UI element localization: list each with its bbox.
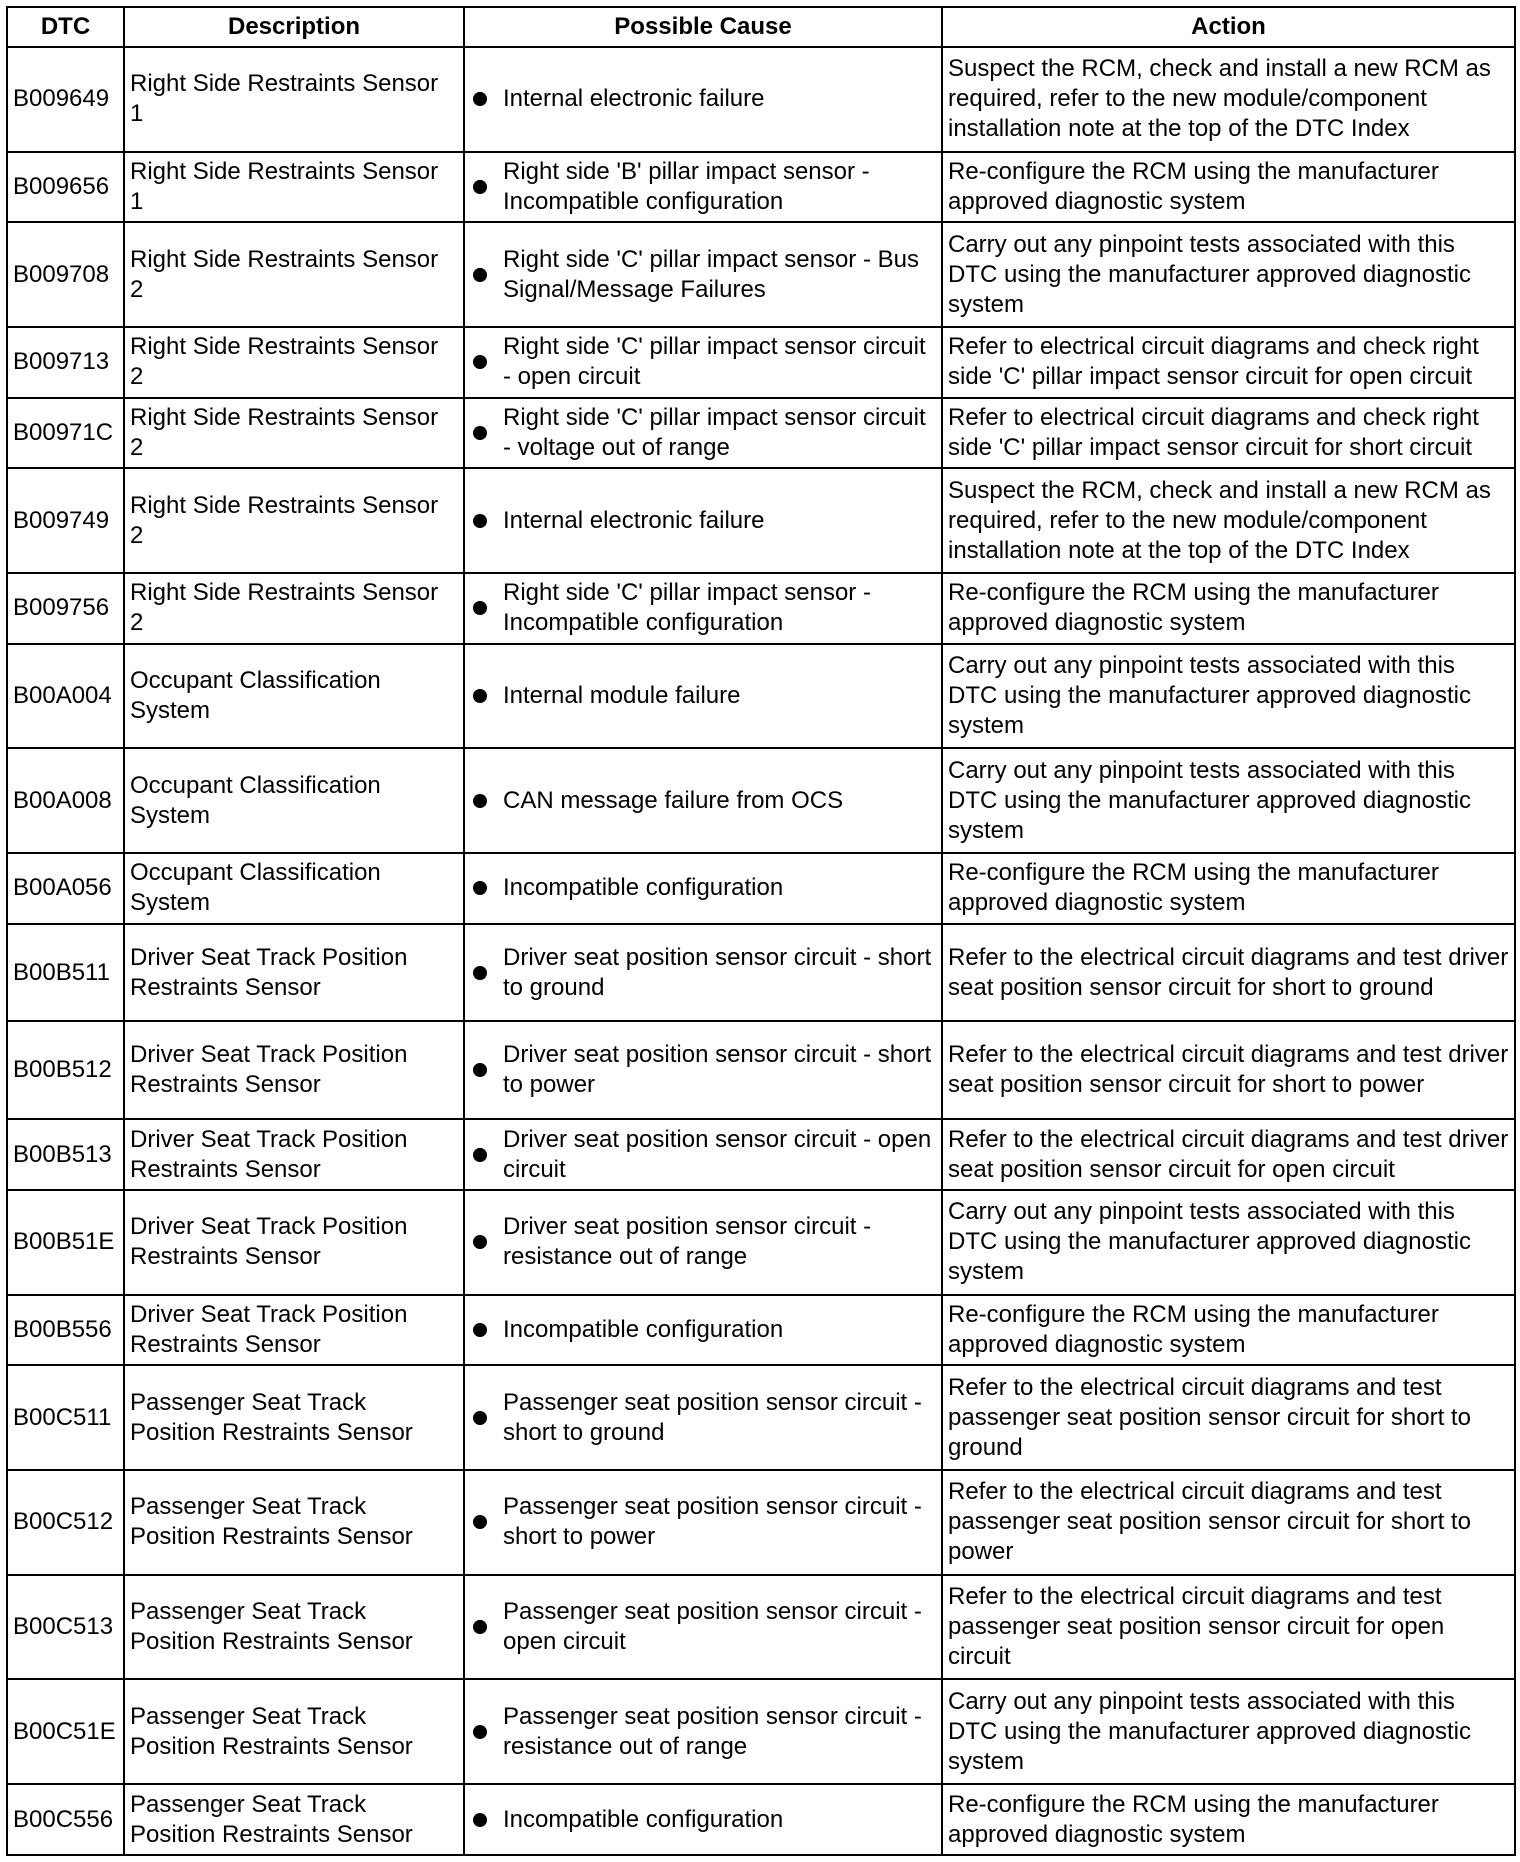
possible-cause: Internal electronic failure: [503, 85, 765, 113]
bullet-icon: [473, 355, 487, 369]
possible-cause: CAN message failure from OCS: [503, 786, 844, 814]
action: Refer to the electrical circuit diagrams and test passenger seat position sensor circuit for open circuit: [942, 1575, 1515, 1680]
action: Re-configure the RCM using the manufacturer approved diagnostic system: [942, 853, 1515, 924]
possible-cause-cell: [464, 152, 942, 223]
action: Carry out any pinpoint tests associated with this DTC using the manufacturer approved diagnostic system: [942, 644, 1515, 749]
possible-cause: Right side 'C' pillar impact sensor circuit - voltage out of range: [503, 403, 926, 461]
possible-cause-cell: [464, 468, 942, 573]
table-row: [7, 1575, 1515, 1680]
possible-cause-cell: [464, 644, 942, 749]
bullet-icon: [473, 601, 487, 615]
dtc-code: B00A056: [7, 853, 124, 924]
table-row: [7, 468, 1515, 573]
table-row: [7, 222, 1515, 327]
action: Refer to the electrical circuit diagrams and test driver seat position sensor circuit for short to ground: [942, 924, 1515, 1022]
dtc-code: B00B512: [7, 1021, 124, 1119]
possible-cause-cell: [464, 748, 942, 853]
possible-cause: Driver seat position sensor circuit - short to power: [503, 1041, 932, 1099]
possible-cause-cell: [464, 924, 942, 1022]
dtc-description: Right Side Restraints Sensor 2: [124, 573, 464, 644]
possible-cause-cell: [464, 222, 942, 327]
bullet-icon: [473, 1620, 487, 1634]
action: Refer to electrical circuit diagrams and check right side 'C' pillar impact sensor circuit for short circuit: [942, 398, 1515, 469]
possible-cause-cell: [464, 573, 942, 644]
action: Refer to electrical circuit diagrams and check right side 'C' pillar impact sensor circuit for open circuit: [942, 327, 1515, 398]
possible-cause: Incompatible configuration: [503, 1805, 784, 1833]
bullet-icon: [473, 268, 487, 282]
action: Suspect the RCM, check and install a new RCM as required, refer to the new module/component installation note at the top of the DTC Index: [942, 47, 1515, 152]
action: Refer to the electrical circuit diagrams and test driver seat position sensor circuit for open circuit: [942, 1119, 1515, 1190]
table-row: [7, 1784, 1515, 1855]
action: Carry out any pinpoint tests associated with this DTC using the manufacturer approved diagnostic system: [942, 222, 1515, 327]
action: Carry out any pinpoint tests associated with this DTC using the manufacturer approved diagnostic system: [942, 748, 1515, 853]
header-action: Action: [942, 7, 1515, 47]
dtc-code: B00B556: [7, 1295, 124, 1366]
table-row: [7, 573, 1515, 644]
table-row: [7, 644, 1515, 749]
bullet-icon: [473, 794, 487, 808]
dtc-code: B00C511: [7, 1365, 124, 1470]
possible-cause-cell: [464, 47, 942, 152]
bullet-icon: [473, 426, 487, 440]
possible-cause-cell: [464, 1295, 942, 1366]
bullet-icon: [473, 966, 487, 980]
dtc-code: B00C556: [7, 1784, 124, 1855]
dtc-description: Right Side Restraints Sensor 1: [124, 47, 464, 152]
table-row: [7, 1119, 1515, 1190]
possible-cause: Driver seat position sensor circuit - open circuit: [503, 1125, 932, 1183]
possible-cause: Passenger seat position sensor circuit - resistance out of range: [503, 1702, 922, 1760]
table-row: [7, 47, 1515, 152]
possible-cause-cell: [464, 1119, 942, 1190]
header-description: Description: [124, 7, 464, 47]
action: Refer to the electrical circuit diagrams and test driver seat position sensor circuit for short to power: [942, 1021, 1515, 1119]
bullet-icon: [473, 1515, 487, 1529]
dtc-code: B009649: [7, 47, 124, 152]
dtc-code: B009656: [7, 152, 124, 223]
dtc-description: Right Side Restraints Sensor 2: [124, 398, 464, 469]
table-row: [7, 1679, 1515, 1784]
table-row: [7, 1470, 1515, 1575]
table-row: [7, 398, 1515, 469]
header-row: [7, 7, 1515, 47]
possible-cause-cell: [464, 1021, 942, 1119]
possible-cause-cell: [464, 1575, 942, 1680]
dtc-description: Driver Seat Track Position Restraints Sensor: [124, 1190, 464, 1295]
action: Re-configure the RCM using the manufacturer approved diagnostic system: [942, 1784, 1515, 1855]
dtc-description: Occupant Classification System: [124, 748, 464, 853]
possible-cause-cell: [464, 1784, 942, 1855]
dtc-description: Driver Seat Track Position Restraints Sensor: [124, 924, 464, 1022]
dtc-description: Right Side Restraints Sensor 2: [124, 468, 464, 573]
bullet-icon: [473, 1063, 487, 1077]
table-row: [7, 1295, 1515, 1366]
bullet-icon: [473, 689, 487, 703]
possible-cause: Internal electronic failure: [503, 506, 765, 534]
table-row: [7, 748, 1515, 853]
dtc-description: Occupant Classification System: [124, 853, 464, 924]
possible-cause-cell: [464, 1190, 942, 1295]
dtc-code: B009749: [7, 468, 124, 573]
table-row: [7, 1190, 1515, 1295]
bullet-icon: [473, 92, 487, 106]
dtc-description: Passenger Seat Track Position Restraints Sensor: [124, 1575, 464, 1680]
possible-cause: Internal module failure: [503, 681, 741, 709]
dtc-description: Passenger Seat Track Position Restraints Sensor: [124, 1784, 464, 1855]
bullet-icon: [473, 1323, 487, 1337]
dtc-description: Passenger Seat Track Position Restraints Sensor: [124, 1679, 464, 1784]
dtc-description: Passenger Seat Track Position Restraints Sensor: [124, 1365, 464, 1470]
dtc-code: B00971C: [7, 398, 124, 469]
action: Refer to the electrical circuit diagrams and test passenger seat position sensor circuit for short to power: [942, 1470, 1515, 1575]
bullet-icon: [473, 1411, 487, 1425]
possible-cause-cell: [464, 1365, 942, 1470]
action: Refer to the electrical circuit diagrams and test passenger seat position sensor circuit for short to ground: [942, 1365, 1515, 1470]
dtc-table: [6, 6, 1516, 1856]
dtc-code: B00B51E: [7, 1190, 124, 1295]
possible-cause: Right side 'B' pillar impact sensor - Incompatible configuration: [503, 158, 870, 216]
possible-cause: Driver seat position sensor circuit - short to ground: [503, 943, 932, 1001]
table-row: [7, 853, 1515, 924]
possible-cause: Passenger seat position sensor circuit - short to ground: [503, 1388, 922, 1446]
possible-cause: Right side 'C' pillar impact sensor - Bus Signal/Message Failures: [503, 245, 919, 303]
bullet-icon: [473, 1235, 487, 1249]
dtc-description: Right Side Restraints Sensor 2: [124, 327, 464, 398]
possible-cause: Driver seat position sensor circuit - resistance out of range: [503, 1213, 872, 1271]
dtc-description: Occupant Classification System: [124, 644, 464, 749]
bullet-icon: [473, 180, 487, 194]
table-row: [7, 1365, 1515, 1470]
dtc-code: B009713: [7, 327, 124, 398]
action: Carry out any pinpoint tests associated with this DTC using the manufacturer approved diagnostic system: [942, 1190, 1515, 1295]
table-row: [7, 152, 1515, 223]
dtc-code: B00B511: [7, 924, 124, 1022]
possible-cause-cell: [464, 1679, 942, 1784]
possible-cause: Incompatible configuration: [503, 874, 784, 902]
table-row: [7, 1021, 1515, 1119]
possible-cause: Passenger seat position sensor circuit - open circuit: [503, 1598, 922, 1656]
bullet-icon: [473, 1813, 487, 1827]
dtc-description: Driver Seat Track Position Restraints Sensor: [124, 1021, 464, 1119]
bullet-icon: [473, 1725, 487, 1739]
possible-cause: Incompatible configuration: [503, 1315, 784, 1343]
dtc-code: B00B513: [7, 1119, 124, 1190]
bullet-icon: [473, 1148, 487, 1162]
dtc-code: B009708: [7, 222, 124, 327]
dtc-description: Driver Seat Track Position Restraints Sensor: [124, 1119, 464, 1190]
possible-cause: Right side 'C' pillar impact sensor circuit - open circuit: [503, 333, 926, 391]
table-row: [7, 924, 1515, 1022]
possible-cause-cell: [464, 853, 942, 924]
possible-cause: Passenger seat position sensor circuit - short to power: [503, 1493, 922, 1551]
possible-cause-cell: [464, 398, 942, 469]
action: Re-configure the RCM using the manufacturer approved diagnostic system: [942, 573, 1515, 644]
bullet-icon: [473, 514, 487, 528]
header-possible-cause: Possible Cause: [464, 7, 942, 47]
possible-cause: Right side 'C' pillar impact sensor - Incompatible configuration: [503, 579, 871, 637]
dtc-description: Right Side Restraints Sensor 1: [124, 152, 464, 223]
bullet-icon: [473, 881, 487, 895]
dtc-code: B00C51E: [7, 1679, 124, 1784]
dtc-code: B00A008: [7, 748, 124, 853]
action: Re-configure the RCM using the manufacturer approved diagnostic system: [942, 152, 1515, 223]
header-dtc: DTC: [7, 7, 124, 47]
dtc-code: B00C513: [7, 1575, 124, 1680]
action: Suspect the RCM, check and install a new RCM as required, refer to the new module/component installation note at the top of the DTC Index: [942, 468, 1515, 573]
dtc-code: B009756: [7, 573, 124, 644]
dtc-description: Right Side Restraints Sensor 2: [124, 222, 464, 327]
dtc-code: B00A004: [7, 644, 124, 749]
table-row: [7, 327, 1515, 398]
action: Re-configure the RCM using the manufacturer approved diagnostic system: [942, 1295, 1515, 1366]
dtc-description: Driver Seat Track Position Restraints Sensor: [124, 1295, 464, 1366]
dtc-description: Passenger Seat Track Position Restraints Sensor: [124, 1470, 464, 1575]
dtc-code: B00C512: [7, 1470, 124, 1575]
action: Carry out any pinpoint tests associated with this DTC using the manufacturer approved diagnostic system: [942, 1679, 1515, 1784]
possible-cause-cell: [464, 1470, 942, 1575]
possible-cause-cell: [464, 327, 942, 398]
